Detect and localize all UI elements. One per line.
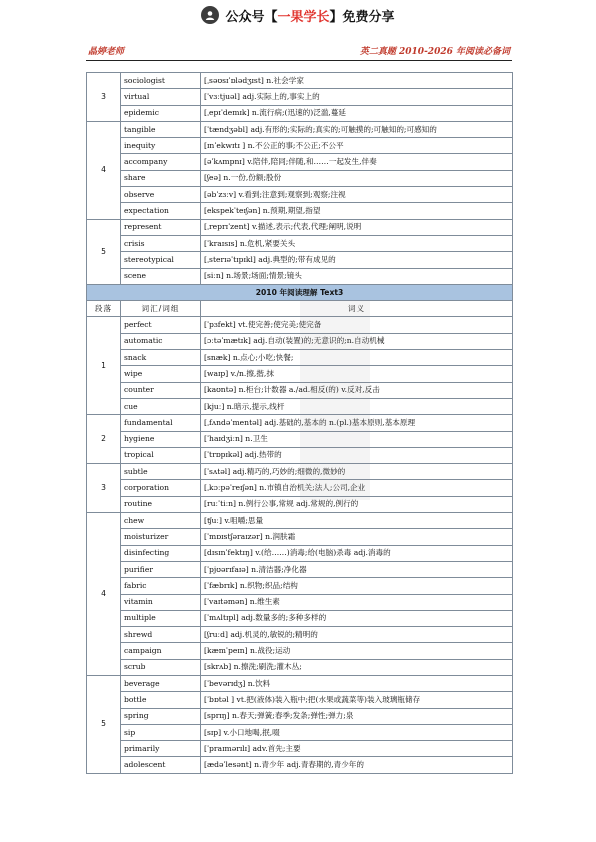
vocab-word: tangible	[121, 121, 201, 137]
vocab-definition: [ˈmɒɪstʃəraɪzər] n.润肤霜	[201, 529, 513, 545]
table-row	[87, 692, 513, 708]
brand-prefix: 公众号【	[225, 9, 278, 25]
vocab-word: tropical	[121, 447, 201, 463]
table-row	[87, 724, 513, 740]
column-header-paragraph: 段落	[87, 301, 121, 317]
vocab-word: chew	[121, 513, 201, 529]
table-row	[87, 268, 513, 284]
table-row	[87, 366, 513, 382]
table-row	[87, 757, 513, 773]
vocab-word: perfect	[121, 317, 201, 333]
vocab-definition: [ˈpɜfekt] vt.使完善;使完美;使完备	[201, 317, 513, 333]
brand-title	[225, 6, 394, 25]
vocab-word: inequity	[121, 138, 201, 154]
vocab-word: moisturizer	[121, 529, 201, 545]
vocab-definition: [kaʊntə] n.柜台;计数器 a./ad.相反(的) v.反对,反击	[201, 382, 513, 398]
vocab-word: campaign	[121, 643, 201, 659]
table-row	[87, 675, 513, 691]
vocab-definition: [ˈkraɪsɪs] n.危机,紧要关头	[201, 235, 513, 251]
vocab-word: shrewd	[121, 627, 201, 643]
table-row	[87, 170, 513, 186]
table-row	[87, 545, 513, 561]
table-row	[87, 659, 513, 675]
table-row	[87, 138, 513, 154]
vocab-word: virtual	[121, 89, 201, 105]
vocab-definition: [ædəˈlesənt] n.青少年 adj.青春期的,青少年的	[201, 757, 513, 773]
vocab-word: crisis	[121, 235, 201, 251]
vocab-word: automatic	[121, 333, 201, 349]
table-row	[87, 529, 513, 545]
vocab-definition: [ˈhaɪdʒiːn] n.卫生	[201, 431, 513, 447]
vocab-definition: [ʧuː] v.咀嚼;思量	[201, 513, 513, 529]
vocab-definition: [sprɪŋ] n.春天;弹簧;春季;发条;弹性;弹力;泉	[201, 708, 513, 724]
table-row	[87, 643, 513, 659]
table-row	[87, 105, 513, 121]
vocab-definition: [ʃruːd] adj.机灵的,敏锐的;精明的	[201, 627, 513, 643]
vocab-definition: [ʃeə] n.一份,份额;股份	[201, 170, 513, 186]
vocab-definition: [ˈbɒtəl ] vt.把(液体)装入瓶中;把(水果或蔬菜等)装入玻璃瓶储存	[201, 692, 513, 708]
vocab-word: snack	[121, 350, 201, 366]
brand-highlight: 一果学长	[277, 9, 330, 25]
table-row	[87, 350, 513, 366]
table-row	[87, 513, 513, 529]
table-row	[87, 73, 513, 89]
brand-suffix: 】免费分享	[329, 9, 395, 25]
section-title: 2010 年阅读理解 Text3	[87, 284, 513, 300]
vocab-word: scrub	[121, 659, 201, 675]
paragraph-number: 2	[87, 415, 121, 464]
vocab-definition: [snæk] n.点心;小吃;快餐;	[201, 350, 513, 366]
vocab-definition: [dɪsɪnˈfektɪŋ] v.(给……)消毒;给(电脑)杀毒 adj.消毒的	[201, 545, 513, 561]
vocab-word: multiple	[121, 610, 201, 626]
section-row	[87, 284, 513, 300]
table-row	[87, 447, 513, 463]
vocab-word: fundamental	[121, 415, 201, 431]
table-row	[87, 333, 513, 349]
vocab-definition: [sɪp] v.小口地喝,抿,啜	[201, 724, 513, 740]
vocab-definition: [ˌsəʊsɪˈɒlədʒɪst] n.社会学家	[201, 73, 513, 89]
vocab-word: hygiene	[121, 431, 201, 447]
vocab-word: wipe	[121, 366, 201, 382]
table-row	[87, 154, 513, 170]
paragraph-number: 4	[87, 121, 121, 219]
vocab-word: purifier	[121, 561, 201, 577]
vocab-word: adolescent	[121, 757, 201, 773]
vocab-definition: [əbˈzɜːv] v.看到;注意到;观察到;观察;注视	[201, 187, 513, 203]
table-row	[87, 610, 513, 626]
vocab-definition: [ˌfʌndəˈmentəl] adj.基础的,基本的 n.(pl.)基本原则,基本原理	[201, 415, 513, 431]
paragraph-number: 3	[87, 464, 121, 513]
paragraph-number: 1	[87, 317, 121, 415]
top-banner	[0, 2, 596, 28]
header-row	[87, 301, 513, 317]
paragraph-number: 5	[87, 219, 121, 284]
vocab-word: bottle	[121, 692, 201, 708]
vocab-word: subtle	[121, 464, 201, 480]
vocab-word: primarily	[121, 741, 201, 757]
vocab-word: corporation	[121, 480, 201, 496]
vocab-definition: [ˈtrɒpɪkəl] adj.热带的	[201, 447, 513, 463]
vocab-definition: [kæmˈpeɪn] n.战役;运动	[201, 643, 513, 659]
table-row	[87, 252, 513, 268]
running-head	[86, 42, 512, 61]
table-row	[87, 496, 513, 512]
vocab-word: observe	[121, 187, 201, 203]
paragraph-number: 5	[87, 675, 121, 773]
paragraph-number: 4	[87, 513, 121, 676]
table-row	[87, 219, 513, 235]
running-head-title: 英二真题 2010-2026 年阅读必备词	[359, 47, 510, 57]
vocab-definition: [ˌsterɪəˈtɪpɪkl] adj.典型的;带有成见的	[201, 252, 513, 268]
vocab-definition: [skrʌb] n.擦洗;刷洗;灌木丛;	[201, 659, 513, 675]
vocab-word: beverage	[121, 675, 201, 691]
vocab-word: sip	[121, 724, 201, 740]
table-row	[87, 203, 513, 219]
vocab-word: counter	[121, 382, 201, 398]
vocab-definition: [ˌepɪˈdemɪk] n.流行病;(迅速的)泛滥,蔓延	[201, 105, 513, 121]
table-row	[87, 382, 513, 398]
column-header-word: 词汇/词组	[121, 301, 201, 317]
table-row	[87, 235, 513, 251]
vocab-definition: [əˈkʌmpnɪ] v.陪伴,陪同;伴随,和……一起发生,伴奏	[201, 154, 513, 170]
vocab-definition: [waɪp] v./n.擦,揩,抹	[201, 366, 513, 382]
vocab-definition: [ekspekˈteɪʃən] n.预期,期望,指望	[201, 203, 513, 219]
vocab-definition: [ˈvɜːtjuəl] adj.实际上的,事实上的	[201, 89, 513, 105]
vocab-definition: [ˈmʌltɪpl] adj.数量多的;多种多样的	[201, 610, 513, 626]
table-row	[87, 594, 513, 610]
column-header-definition: 词义	[201, 301, 513, 317]
table-row	[87, 708, 513, 724]
vocab-definition: [ˈvaɪtəmən] n.维生素	[201, 594, 513, 610]
vocab-definition: [ɔːtəˈmætɪk] adj.自动(装置)的;无意识的;n.自动机械	[201, 333, 513, 349]
vocab-definition: [siːn] n.场景;场面;情景;镜头	[201, 268, 513, 284]
table-row	[87, 741, 513, 757]
vocab-definition: [kjuː] n.暗示,提示,线杆	[201, 398, 513, 414]
vocab-word: disinfecting	[121, 545, 201, 561]
table-row	[87, 398, 513, 414]
table-row	[87, 415, 513, 431]
vocab-word: epidemic	[121, 105, 201, 121]
vocab-word: spring	[121, 708, 201, 724]
vocab-word: cue	[121, 398, 201, 414]
vocab-word: stereotypical	[121, 252, 201, 268]
vocab-definition: [ˈpjʊərɪfaɪə] n.清洁器;净化器	[201, 561, 513, 577]
table-row	[87, 317, 513, 333]
vocab-definition: [ˌreprɪˈzent] v.描述,表示;代表,代理;阐明,说明	[201, 219, 513, 235]
table-row	[87, 121, 513, 137]
vocab-definition: [ruːˈtiːn] n.例行公事,常规 adj.常规的,例行的	[201, 496, 513, 512]
table-row	[87, 431, 513, 447]
table-row	[87, 578, 513, 594]
vocab-word: accompany	[121, 154, 201, 170]
vocab-definition: [ˈfæbrɪk] n.织物;织品;结构	[201, 578, 513, 594]
vocab-definition: [ɪnˈekwɪtɪ ] n.不公正的事;不公正;不公平	[201, 138, 513, 154]
vocab-word: expectation	[121, 203, 201, 219]
vocab-word: sociologist	[121, 73, 201, 89]
running-head-author: 晶婷老师	[88, 47, 125, 57]
vocab-definition: [ˌkɔːpəˈreɪʃən] n.市镇自治机关;法人;公司,企业	[201, 480, 513, 496]
table-body-top	[87, 73, 513, 285]
vocab-definition: [ˈtændʒəbl] adj.有形的;实际的;真实的;可触摸的;可触知的;可感知的	[201, 121, 513, 137]
table-row	[87, 480, 513, 496]
vocab-word: scene	[121, 268, 201, 284]
table-row	[87, 627, 513, 643]
paragraph-number: 3	[87, 73, 121, 122]
vocab-definition: [ˈpraɪmərɪlɪ] adv.首先;主要	[201, 741, 513, 757]
vocab-word: share	[121, 170, 201, 186]
account-avatar-icon	[201, 6, 219, 24]
table-row	[87, 561, 513, 577]
table-row	[87, 89, 513, 105]
vocab-word: vitamin	[121, 594, 201, 610]
table-row	[87, 464, 513, 480]
vocab-word: routine	[121, 496, 201, 512]
vocabulary-table	[86, 72, 512, 774]
table-row	[87, 187, 513, 203]
vocab-definition: [ˈbevərɪdʒ] n.饮料	[201, 675, 513, 691]
vocab-word: represent	[121, 219, 201, 235]
table-body-bottom	[87, 284, 513, 773]
vocab-word: fabric	[121, 578, 201, 594]
vocab-definition: [ˈsʌtəl] adj.精巧的,巧妙的;细微的,微妙的	[201, 464, 513, 480]
